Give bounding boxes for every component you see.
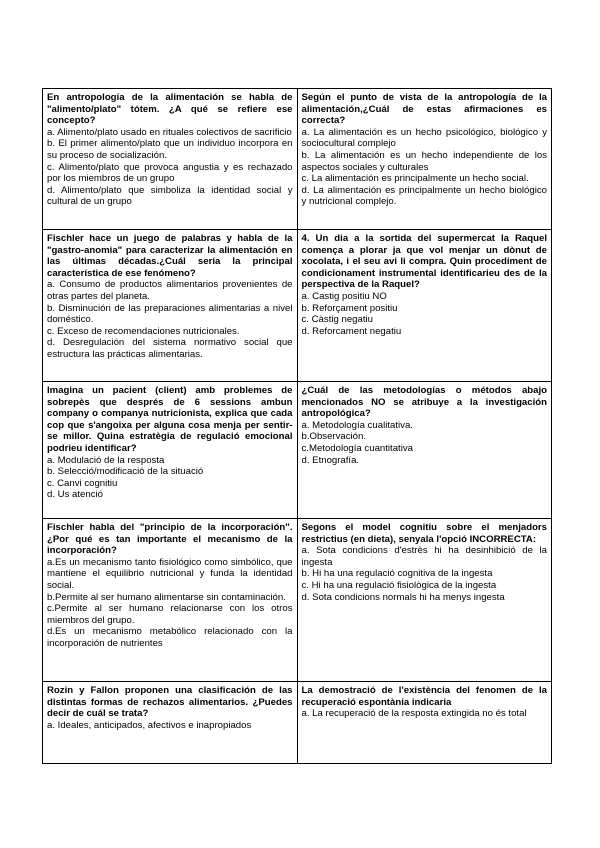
table-row (43, 382, 552, 519)
option-b: b. Reforçament positiu (301, 302, 398, 314)
option-d: d. Etnografía. (301, 454, 360, 466)
question-cell (297, 230, 552, 382)
question-cell (297, 382, 552, 519)
table-row (43, 682, 552, 764)
question-text: En antropología de la alimentación se habla de "alimento/plato" tótem. ¿A qué se refiere ese concepto? (47, 92, 293, 127)
option-b: b. Disminución de las preparaciones alimentarias a nivel doméstico. (47, 302, 293, 326)
option-b: b. Selecció/modificació de la situació (47, 466, 204, 478)
question-cell (43, 682, 298, 764)
option-d: d. Us atenció (47, 489, 103, 501)
question-text: Fischler habla del "principio de la incorporación". ¿Por qué es tan importante el mecanismo de la incorporación? (47, 522, 293, 557)
option-d: d. Alimento/plato que simboliza la identidad social y cultural de un grupo (47, 184, 293, 208)
option-d: d. La alimentación es principalmente un hecho biológico y nutricional complejo. (301, 184, 547, 208)
option-a: a. La alimentación es un hecho psicológico, biológico y sociocultural complejo (301, 126, 547, 150)
table-row (43, 89, 552, 230)
option-b: b.Observación. (301, 431, 367, 443)
question-cell (297, 682, 552, 764)
question-text: 4. Un dia a la sortida del supermercat la Raquel comença a plorar ja que vol menjar un dònut de xocolata, i el seu avi li compra. Quin procediment de condicionament instrumental identificarieu des de la perspectiva de la Raquel? (301, 233, 547, 291)
table-row (43, 519, 552, 682)
option-a: a. Alimento/plato usado en rituales colectivos de sacrificio (47, 126, 292, 138)
option-b: b. Hi ha una regulació cognitiva de la ingesta (301, 568, 493, 580)
option-a: a. Castig positiu NO (301, 290, 387, 302)
question-text: Rozin y Fallon proponen una clasificación de las distintas formas de rechazos alimentarios. ¿Puedes decir de cuál se trata? (47, 685, 293, 720)
question-text: Segons el model cognitiu sobre el menjadors restrictius (en dieta), senyala l'opció INCORRECTA: (301, 522, 547, 545)
question-text: Según el punto de vista de la antropología de la alimentación,¿Cuál de estas afirmaciones es correcta? (301, 92, 547, 127)
question-text: La demostració de l'existència del fenomen de la recuperació espontània indicaria (301, 685, 547, 708)
question-text: Fischler hace un juego de palabras y habla de la "gastro-anomia" para caracterizar la alimentación en las últimas décadas.¿Cuál sería la principal característica de ese fenómeno? (47, 233, 293, 279)
option-c: c. La alimentación es principalmente un hecho social. (301, 173, 529, 185)
option-c: c. Exceso de recomendaciones nutricionales. (47, 325, 240, 337)
question-text: Imagina un pacient (client) amb problemes de sobrepès que després de 6 sessions ambun company o companya nutricionista, explica que cada cop que s'angoixa per alguna cosa menja per sentir-se millor. Quina estratègia de regulació emocional podrieu identificar? (47, 385, 293, 454)
option-a: a.Es un mecanismo tanto fisiológico como simbólico, que mantiene el equilibrio nutricional y funda la identidad social. (47, 556, 293, 591)
question-cell (43, 89, 298, 230)
option-a: a. La recuperació de la resposta extingida no és total (301, 708, 527, 720)
table-row (43, 230, 552, 382)
question-text: ¿Cuál de las metodologías o métodos abajo mencionados NO se atribuye a la investigación antropológica? (301, 385, 547, 420)
option-c: c. Alimento/plato que provoca angustia y es rechazado por los miembros de un grupo (47, 161, 293, 185)
option-a: a. Metodología cualitativa. (301, 419, 413, 431)
option-c: c. Canvi cognitiu (47, 477, 118, 489)
option-b: b. El primer alimento/plato que un individuo incorpora en su proceso de socialización. (47, 138, 293, 161)
option-d: d. Desregulación del sistema normativo social que estructura las prácticas alimentarias. (47, 337, 293, 360)
question-cell (43, 382, 298, 519)
question-cell (43, 519, 298, 682)
option-c: c.Permite al ser humano relacionarse con los otros miembros del grupo. (47, 603, 293, 626)
option-d: d.Es un mecanismo metabólico relacionado con la incorporación de nutrientes (47, 626, 293, 649)
option-c: c.Metodología cuantitativa (301, 442, 413, 454)
question-cell (297, 519, 552, 682)
question-cell (297, 89, 552, 230)
option-b: b.Permite al ser humano alimentarse sin contaminación. (47, 591, 286, 603)
questions-table (42, 88, 552, 764)
option-d: d. Sota condicions normals hi ha menys ingesta (301, 591, 505, 603)
option-a: a. Ideales, anticipados, afectivos e inapropiados (47, 719, 252, 731)
option-a: a. Modulació de la resposta (47, 454, 165, 466)
option-c: c. Càstig negatiu (301, 314, 373, 326)
option-b: b. La alimentación es un hecho independiente de los aspectos sociales y culturales (301, 149, 547, 173)
option-a: a. Consumo de productos alimentarios provenientes de otras partes del planeta. (47, 279, 293, 302)
question-cell (43, 230, 298, 382)
option-d: d. Reforcament negatiu (301, 325, 402, 337)
option-a: a. Sota condicions d'estrès hi ha desinhibició de la ingesta (301, 545, 547, 568)
option-c: c. Hi ha una regulació fisiològica de la ingesta (301, 579, 497, 591)
